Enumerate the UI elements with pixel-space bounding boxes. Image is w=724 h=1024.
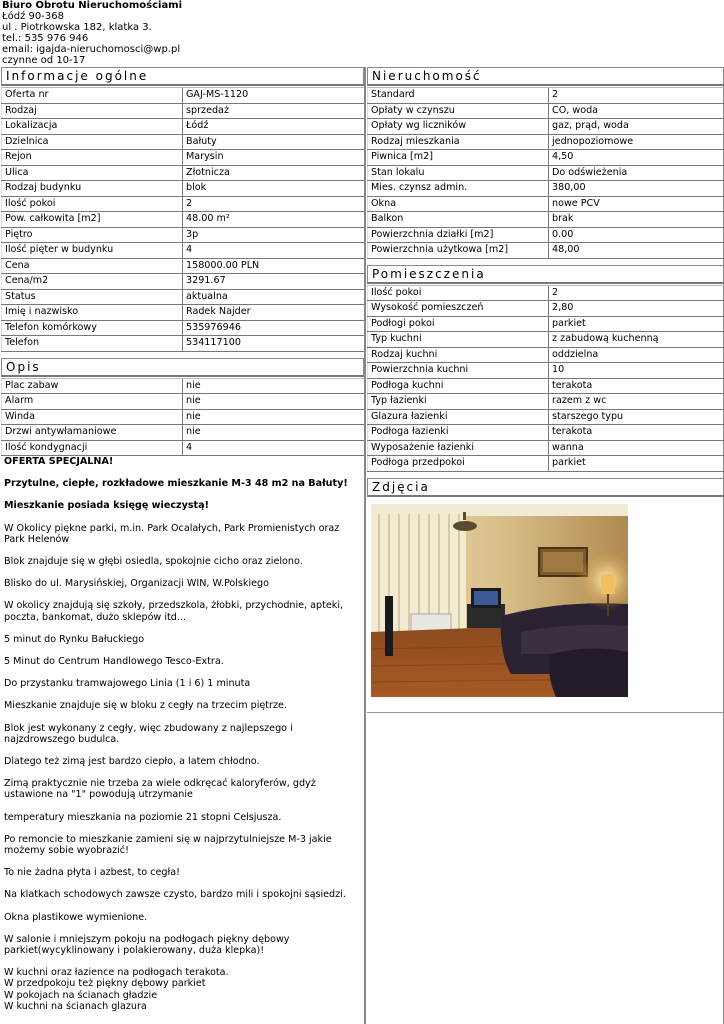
rooms-label: Powierzchnia kuchni: [368, 363, 549, 379]
desc-paragraph: W przedpokoju też piękny dębowy parkiet: [4, 978, 206, 990]
property-row: [368, 165, 724, 181]
rooms-label: Typ kuchni: [368, 332, 549, 348]
rooms-value: wanna: [549, 440, 724, 456]
general-row: [2, 336, 365, 352]
rooms-row: [368, 316, 724, 332]
desc-paragraph: W kuchni oraz łazience na podłogach terakota.: [4, 967, 229, 979]
opis-value: nie: [183, 425, 365, 441]
property-label: Okna: [368, 196, 549, 212]
general-value: 158000.00 PLN: [183, 258, 365, 274]
general-label: Rejon: [2, 150, 183, 166]
property-row: [368, 103, 724, 119]
rooms-label: Podłoga kuchni: [368, 378, 549, 394]
property-label: Piwnica [m2]: [368, 150, 549, 166]
rooms-value: oddzielna: [549, 347, 724, 363]
general-label: Status: [2, 289, 183, 305]
section-title-property: Nieruchomość: [367, 67, 724, 86]
general-row: [2, 305, 365, 321]
general-row: [2, 88, 365, 104]
general-value: 534117100: [183, 336, 365, 352]
general-value: aktualna: [183, 289, 365, 305]
property-row: [368, 227, 724, 243]
general-row: [2, 227, 365, 243]
opis-row: [2, 440, 365, 456]
rooms-label: Wysokość pomieszczeń: [368, 301, 549, 317]
opis-label: Winda: [2, 409, 183, 425]
desc-paragraph: W kuchni na ścianach glazura: [4, 1000, 147, 1012]
property-value: CO, woda: [549, 103, 724, 119]
opis-value: 4: [183, 440, 365, 456]
general-value: blok: [183, 181, 365, 197]
general-row: [2, 134, 365, 150]
general-row: [2, 289, 365, 305]
rooms-value: 2: [549, 285, 724, 301]
general-row: [2, 320, 365, 336]
property-value: 4,50: [549, 150, 724, 166]
desc-paragraph: Mieszkanie posiada księgę wieczystą!: [4, 500, 209, 512]
general-label: Oferta nr: [2, 88, 183, 104]
opis-row: [2, 425, 365, 441]
property-row: [368, 212, 724, 228]
general-row: [2, 165, 365, 181]
general-value: Łódź: [183, 119, 365, 135]
general-label: Dzielnica: [2, 134, 183, 150]
rooms-label: Wyposażenie łazienki: [368, 440, 549, 456]
property-value: 2: [549, 88, 724, 104]
rooms-row: [368, 332, 724, 348]
desc-paragraph: Po remoncie to mieszkanie zamieni się w najprzytulniejsze M-3 jakie możemy sobie wyobrazić!: [4, 833, 332, 857]
desc-paragraph: Blok znajduje się w głębi osiedla, spokojnie cicho oraz zielono.: [4, 556, 303, 568]
property-label: Mies. czynsz admin.: [368, 181, 549, 197]
desc-paragraph: W salonie i mniejszym pokoju na podłogach piękny dębowy parkiet(wycyklinowany i polakierowany, duża klepka)!: [4, 933, 290, 957]
general-value: Bałuty: [183, 134, 365, 150]
left-column: [1, 67, 364, 1012]
property-label: Powierzchnia działki [m2]: [368, 227, 549, 243]
general-label: Lokalizacja: [2, 119, 183, 135]
rooms-table: [367, 285, 724, 472]
general-row: [2, 119, 365, 135]
general-row: [2, 243, 365, 259]
property-label: Opłaty w czynszu: [368, 103, 549, 119]
general-value: 3291.67: [183, 274, 365, 290]
desc-paragraph: Blisko do ul. Marysińskiej, Organizacji WIN, W.Polskiego: [4, 578, 270, 590]
general-value: Marysin: [183, 150, 365, 166]
photos-panel: [367, 497, 724, 713]
opis-row: [2, 394, 365, 410]
desc-paragraph: Okna plastikowe wymienione.: [4, 911, 148, 923]
desc-paragraph: Przytulne, ciepłe, rozkładowe mieszkanie M-3 48 m2 na Bałuty!: [4, 478, 348, 490]
office-hours: czynne od 10-17: [2, 55, 86, 66]
general-row: [2, 212, 365, 228]
opis-label: Drzwi antywłamaniowe: [2, 425, 183, 441]
rooms-row: [368, 301, 724, 317]
property-value: brak: [549, 212, 724, 228]
desc-paragraph: Do przystanku tramwajowego Linia (1 i 6) 1 minuta: [4, 678, 251, 690]
property-row: [368, 196, 724, 212]
desc-paragraph: temperatury mieszkania na poziomie 21 stopni Celsjusza.: [4, 811, 282, 823]
rooms-row: [368, 378, 724, 394]
desc-paragraph: Dlatego też zimą jest bardzo ciepło, a latem chłodno.: [4, 756, 260, 768]
general-label: Ilość pięter w budynku: [2, 243, 183, 259]
general-label: Ulica: [2, 165, 183, 181]
rooms-label: Typ łazienki: [368, 394, 549, 410]
property-row: [368, 243, 724, 259]
section-title-photos: Zdjęcia: [367, 478, 724, 497]
general-value: 535976946: [183, 320, 365, 336]
property-label: Powierzchnia użytkowa [m2]: [368, 243, 549, 259]
opis-value: nie: [183, 409, 365, 425]
rooms-label: Podłoga przedpokoi: [368, 456, 549, 472]
general-label: Cena: [2, 258, 183, 274]
general-row: [2, 258, 365, 274]
general-row: [2, 150, 365, 166]
rooms-row: [368, 363, 724, 379]
desc-paragraph: W pokojach na ścianach gładzie: [4, 989, 158, 1001]
rooms-row: [368, 425, 724, 441]
general-label: Piętro: [2, 227, 183, 243]
general-row: [2, 274, 365, 290]
opis-value: nie: [183, 378, 365, 394]
desc-paragraph: Zimą praktycznie nie trzeba za wiele odkręcać kaloryferów, gdyż ustawione na "1" powodują utrzymanie: [4, 778, 316, 801]
property-label: Standard: [368, 88, 549, 104]
rooms-row: [368, 440, 724, 456]
general-row: [2, 196, 365, 212]
opis-label: Alarm: [2, 394, 183, 410]
desc-paragraph: W Okolicy piękne parki, m.in. Park Ocalałych, Park Promienistych oraz Park Helenów: [4, 522, 340, 545]
rooms-label: Rodzaj kuchni: [368, 347, 549, 363]
opis-label: Ilość kondygnacji: [2, 440, 183, 456]
general-value: 3p: [183, 227, 365, 243]
general-info-table: [1, 87, 364, 352]
office-email: email: igajda-nieruchomosci@wp.pl: [2, 44, 181, 55]
desc-paragraph: Mieszkanie znajduje się w bloku z cegły na trzecim piętrze.: [4, 700, 287, 712]
rooms-value: 10: [549, 363, 724, 379]
general-value: 4: [183, 243, 365, 259]
office-phone: tel.: 535 976 946: [2, 33, 89, 44]
general-label: Telefon komórkowy: [2, 320, 183, 336]
general-row: [2, 181, 365, 197]
description: [1, 456, 361, 1012]
property-value: 380,00: [549, 181, 724, 197]
section-title-rooms: Pomieszczenia: [367, 265, 724, 284]
general-label: Rodzaj budynku: [2, 181, 183, 197]
rooms-label: Glazura łazienki: [368, 409, 549, 425]
right-column: [367, 67, 724, 713]
rooms-row: [368, 409, 724, 425]
property-value: 0.00: [549, 227, 724, 243]
column-divider: [364, 67, 366, 1024]
general-value: GAJ-MS-1120: [183, 88, 365, 104]
rooms-row: [368, 456, 724, 472]
rooms-label: Podłoga łazienki: [368, 425, 549, 441]
opis-label: Plac zabaw: [2, 378, 183, 394]
rooms-label: Podłogi pokoi: [368, 316, 549, 332]
general-value: Złotnicza: [183, 165, 365, 181]
general-value: Radek Najder: [183, 305, 365, 321]
rooms-value: 2,80: [549, 301, 724, 317]
office-name: Biuro Obrotu Nieruchomościami: [2, 0, 183, 11]
section-title-general: Informacje ogólne: [1, 67, 364, 86]
rooms-row: [368, 347, 724, 363]
general-value: 48.00 m²: [183, 212, 365, 228]
rooms-row: [368, 285, 724, 301]
general-label: Pow. całkowita [m2]: [2, 212, 183, 228]
section-title-opis: Opis: [1, 358, 364, 377]
general-value: sprzedaż: [183, 103, 365, 119]
general-label: Cena/m2: [2, 274, 183, 290]
desc-paragraph: Na klatkach schodowych zawsze czysto, bardzo mili i spokojni sąsiedzi.: [4, 889, 346, 901]
property-row: [368, 150, 724, 166]
rooms-value: parkiet: [549, 456, 724, 472]
property-label: Rodzaj mieszkania: [368, 134, 549, 150]
opis-table: [1, 378, 364, 457]
rooms-label: Ilość pokoi: [368, 285, 549, 301]
desc-paragraph: To nie żadna płyta i azbest, to cegła!: [4, 867, 180, 879]
rooms-value: z zabudową kuchenną: [549, 332, 724, 348]
property-value: gaz, prąd, woda: [549, 119, 724, 135]
general-row: [2, 103, 365, 119]
rooms-value: parkiet: [549, 316, 724, 332]
desc-paragraph: OFERTA SPECJALNA!: [4, 456, 114, 467]
property-row: [368, 134, 724, 150]
desc-paragraph: Blok jest wykonany z cegły, więc zbudowany z najlepszego i najzdrowszego budulca.: [4, 722, 293, 745]
general-label: Ilość pokoi: [2, 196, 183, 212]
general-label: Imię i nazwisko: [2, 305, 183, 321]
living-room-photo[interactable]: [371, 504, 628, 697]
opis-value: nie: [183, 394, 365, 410]
property-label: Balkon: [368, 212, 549, 228]
property-row: [368, 181, 724, 197]
office-city: Łódź 90-368: [2, 11, 64, 22]
desc-paragraph: 5 Minut do Centrum Handlowego Tesco-Extra.: [4, 656, 224, 668]
rooms-value: terakota: [549, 425, 724, 441]
rooms-value: starszego typu: [549, 409, 724, 425]
office-header: [2, 0, 362, 66]
office-street: ul . Piotrkowska 182, klatka 3.: [2, 22, 152, 33]
desc-paragraph: W okolicy znajdują się szkoły, przedszkola, żłobki, przychodnie, apteki, poczta, bankomat, dużo sklepów itd...: [4, 600, 344, 623]
general-label: Telefon: [2, 336, 183, 352]
opis-row: [2, 409, 365, 425]
property-value: jednopoziomowe: [549, 134, 724, 150]
rooms-row: [368, 394, 724, 410]
property-label: Opłaty wg liczników: [368, 119, 549, 135]
property-value: Do odświeżenia: [549, 165, 724, 181]
property-table: [367, 87, 724, 259]
general-label: Rodzaj: [2, 103, 183, 119]
rooms-value: razem z wc: [549, 394, 724, 410]
opis-row: [2, 378, 365, 394]
property-value: nowe PCV: [549, 196, 724, 212]
property-row: [368, 119, 724, 135]
rooms-value: terakota: [549, 378, 724, 394]
property-label: Stan lokalu: [368, 165, 549, 181]
property-value: 48,00: [549, 243, 724, 259]
living-room-image: [371, 504, 628, 697]
desc-paragraph: 5 minut do Rynku Bałuckiego: [4, 633, 145, 645]
property-row: [368, 88, 724, 104]
general-value: 2: [183, 196, 365, 212]
